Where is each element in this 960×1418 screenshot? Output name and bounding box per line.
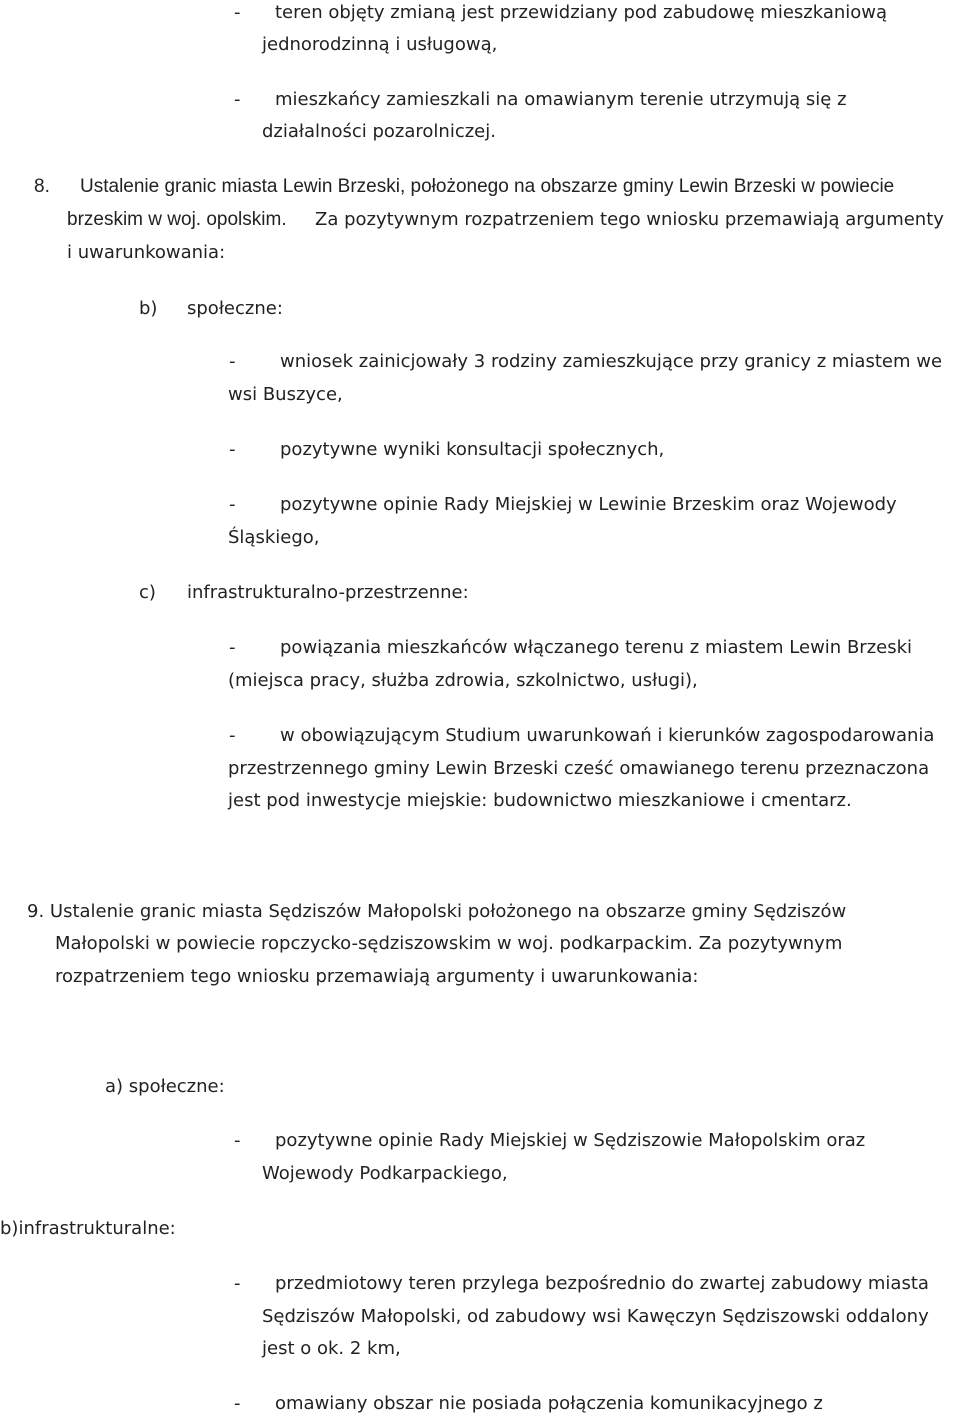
bullet-dash: -	[234, 2, 241, 23]
bullet-text: jednorodzinną i usługową,	[262, 34, 498, 55]
bullet-text: teren objęty zmianą jest przewidziany pod zabudowę mieszkaniową	[275, 2, 888, 23]
bullet-dash: -	[229, 494, 236, 515]
bullet-dash: -	[229, 351, 236, 372]
bullet-text: wsi Buszyce,	[228, 384, 343, 405]
bullet-text: omawiany obszar nie posiada połączenia komunikacyjnego z	[275, 1393, 823, 1414]
bullet-dash: -	[229, 725, 236, 746]
bullet-text: pozytywne wyniki konsultacji społecznych,	[280, 439, 665, 460]
bullet-text: przedmiotowy teren przylega bezpośrednio do zwartej zabudowy miasta	[275, 1273, 929, 1294]
bullet-dash: -	[234, 1273, 241, 1294]
section-heading: Ustalenie granic miasta Lewin Brzeski, położonego na obszarze gminy Lewin Brzeski w powiecie	[80, 176, 895, 197]
list-label: b)infrastrukturalne:	[0, 1218, 176, 1239]
bullet-dash: -	[234, 1130, 241, 1151]
section-heading: Małopolski w powiecie ropczycko-sędziszowskim w woj. podkarpackim. Za pozytywnym	[55, 933, 843, 954]
bullet-text: Wojewody Podkarpackiego,	[262, 1163, 508, 1184]
bullet-dash: -	[234, 1393, 241, 1414]
bullet-text: w obowiązującym Studium uwarunkowań i kierunków zagospodarowania	[280, 725, 935, 746]
bullet-dash: -	[234, 89, 241, 110]
section-number: 8.	[34, 176, 50, 197]
section-heading: 9. Ustalenie granic miasta Sędziszów Małopolski położonego na obszarze gminy Sędziszów	[27, 901, 847, 922]
bullet-text: powiązania mieszkańców włączanego terenu z miastem Lewin Brzeski	[280, 637, 913, 658]
bullet-dash: -	[229, 439, 236, 460]
bullet-text: (miejsca pracy, służba zdrowia, szkolnictwo, usługi),	[228, 670, 698, 691]
bullet-text: pozytywne opinie Rady Miejskiej w Lewinie Brzeskim oraz Wojewody	[280, 494, 897, 515]
section-heading: rozpatrzeniem tego wniosku przemawiają argumenty i uwarunkowania:	[55, 966, 699, 987]
list-marker: c)	[139, 582, 156, 603]
bullet-text: Sędziszów Małopolski, od zabudowy wsi Kawęczyn Sędziszowski oddalony	[262, 1306, 929, 1327]
bullet-dash: -	[229, 637, 236, 658]
bullet-text: pozytywne opinie Rady Miejskiej w Sędziszowie Małopolskim oraz	[275, 1130, 866, 1151]
bullet-text: jest o ok. 2 km,	[262, 1338, 401, 1359]
section-text: Za pozytywnym rozpatrzeniem tego wniosku przemawiają argumenty	[315, 209, 944, 230]
list-label: a) społeczne:	[105, 1076, 225, 1097]
list-label: infrastrukturalno-przestrzenne:	[187, 582, 469, 603]
bullet-text: przestrzennego gminy Lewin Brzeski cześć omawianego terenu przeznaczona	[228, 758, 930, 779]
bullet-text: wniosek zainicjowały 3 rodziny zamieszkujące przy granicy z miastem we	[280, 351, 943, 372]
bullet-text: Śląskiego,	[228, 527, 320, 548]
bullet-text: jest pod inwestycje miejskie: budownictwo mieszkaniowe i cmentarz.	[228, 790, 852, 811]
section-heading: brzeskim w woj. opolskim.	[67, 209, 287, 230]
bullet-text: działalności pozarolniczej.	[262, 121, 496, 142]
list-label: społeczne:	[187, 298, 283, 319]
section-text: i uwarunkowania:	[67, 242, 226, 263]
list-marker: b)	[139, 298, 158, 319]
bullet-text: mieszkańcy zamieszkali na omawianym terenie utrzymują się z	[275, 89, 847, 110]
